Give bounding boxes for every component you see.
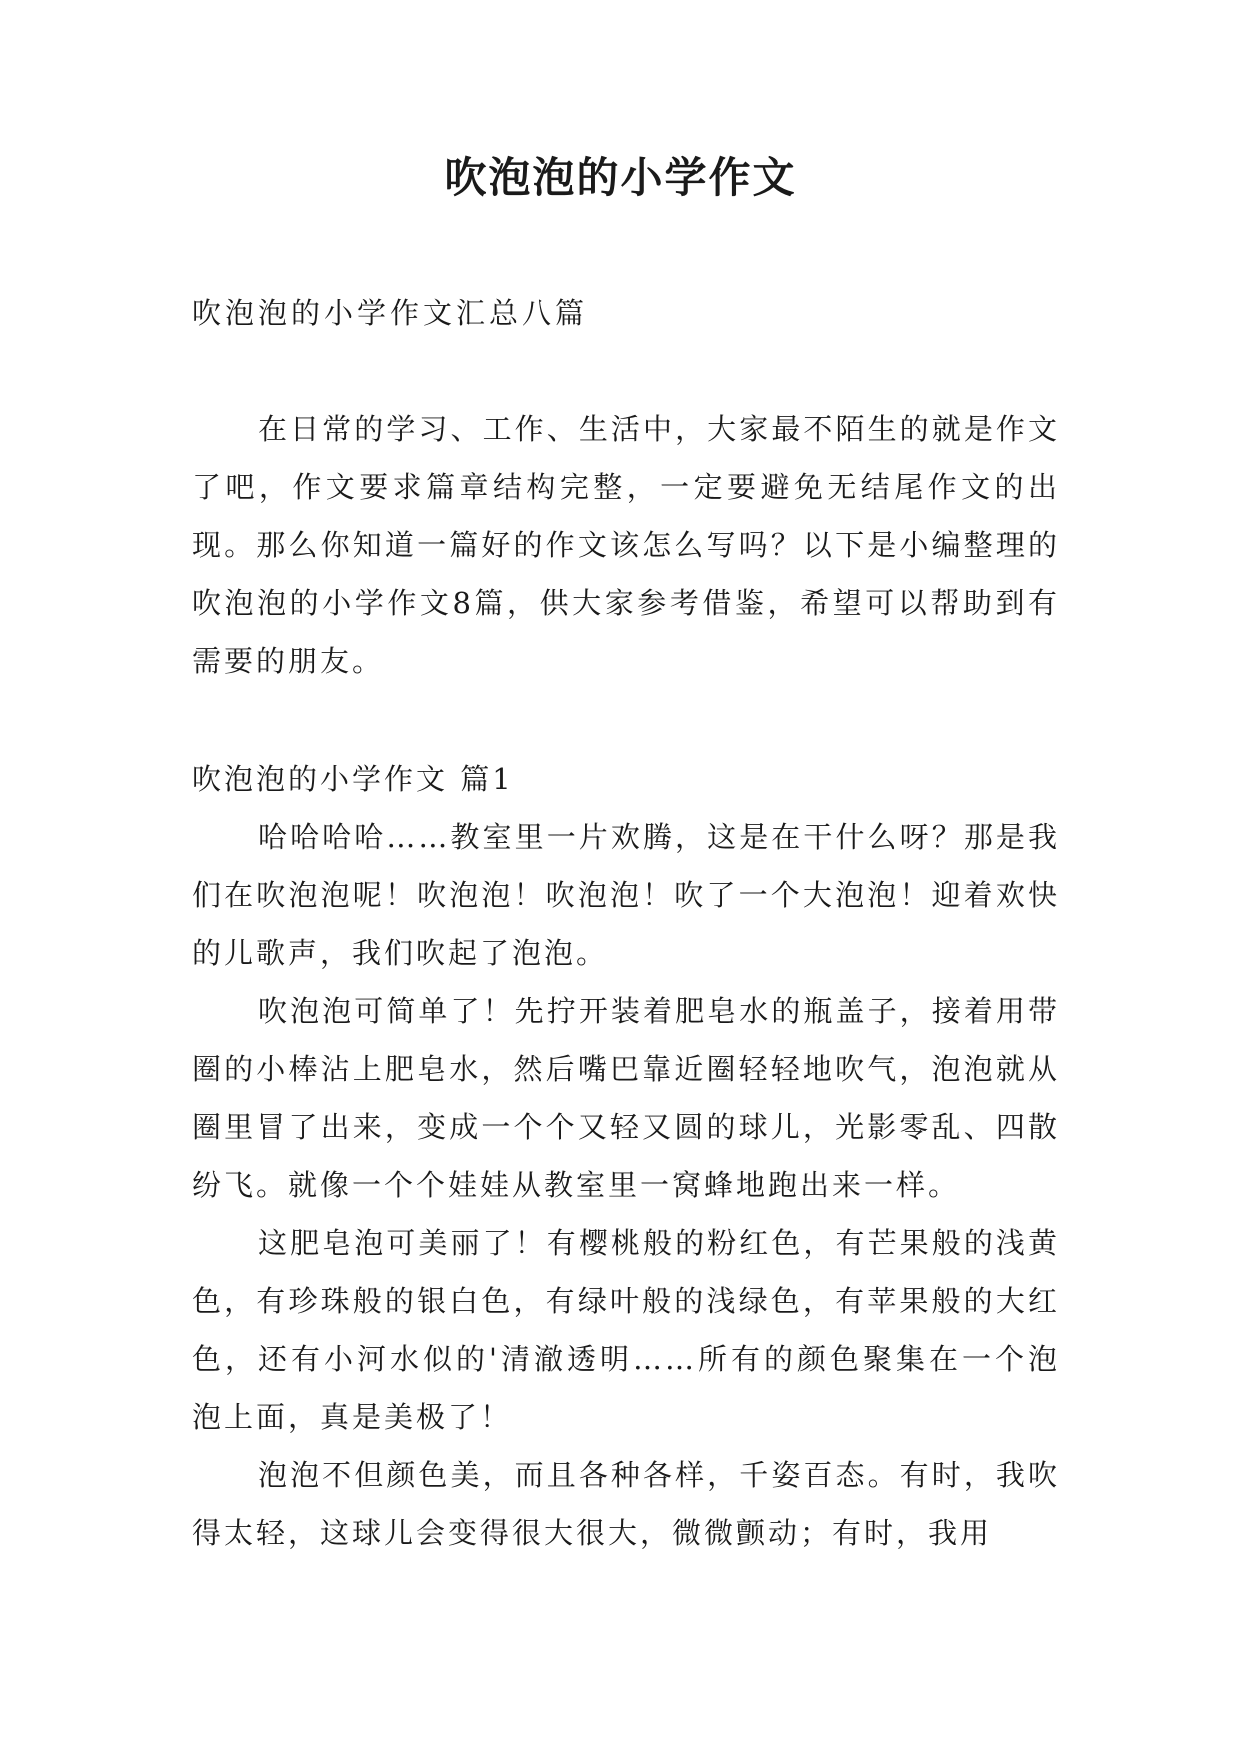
body-paragraph-1: 哈哈哈哈……教室里一片欢腾，这是在干什么呀？那是我们在吹泡泡呢！吹泡泡！吹泡泡！吹了一个大泡泡！迎着欢快的儿歌声，我们吹起了泡泡。 <box>192 820 1060 970</box>
document-title: 吹泡泡的小学作文 <box>444 153 797 202</box>
intro-paragraph: 在日常的学习、工作、生活中，大家最不陌生的就是作文了吧，作文要求篇章结构完整，一定要避免无结尾作文的出现。那么你知道一篇好的作文该怎么写吗？以下是小编整理的吹泡泡的小学作文8篇，供大家参考借鉴，希望可以帮助到有需要的朋友。 <box>192 412 1060 678</box>
document-subtitle: 吹泡泡的小学作文汇总八篇 <box>192 296 589 330</box>
document-body <box>192 400 1060 1562</box>
body-paragraph-2: 吹泡泡可简单了！先拧开装着肥皂水的瓶盖子，接着用带圈的小棒沾上肥皂水，然后嘴巴靠近圈轻轻地吹气，泡泡就从圈里冒了出来，变成一个个又轻又圆的球儿，光影零乱、四散纷飞。就像一个个娃娃从教室里一窝蜂地跑出来一样。 <box>192 994 1060 1202</box>
section-heading: 吹泡泡的小学作文 篇1 <box>192 762 514 796</box>
body-paragraph-4: 泡泡不但颜色美，而且各种各样，千姿百态。有时，我吹得太轻，这球儿会变得很大很大，微微颤动；有时，我用 <box>192 1458 1060 1550</box>
body-paragraph-3: 这肥皂泡可美丽了！有樱桃般的粉红色，有芒果般的浅黄色，有珍珠般的银白色，有绿叶般的浅绿色，有苹果般的大红色，还有小河水似的'清澈透明……所有的颜色聚集在一个泡泡上面，真是美极了！ <box>192 1226 1060 1434</box>
